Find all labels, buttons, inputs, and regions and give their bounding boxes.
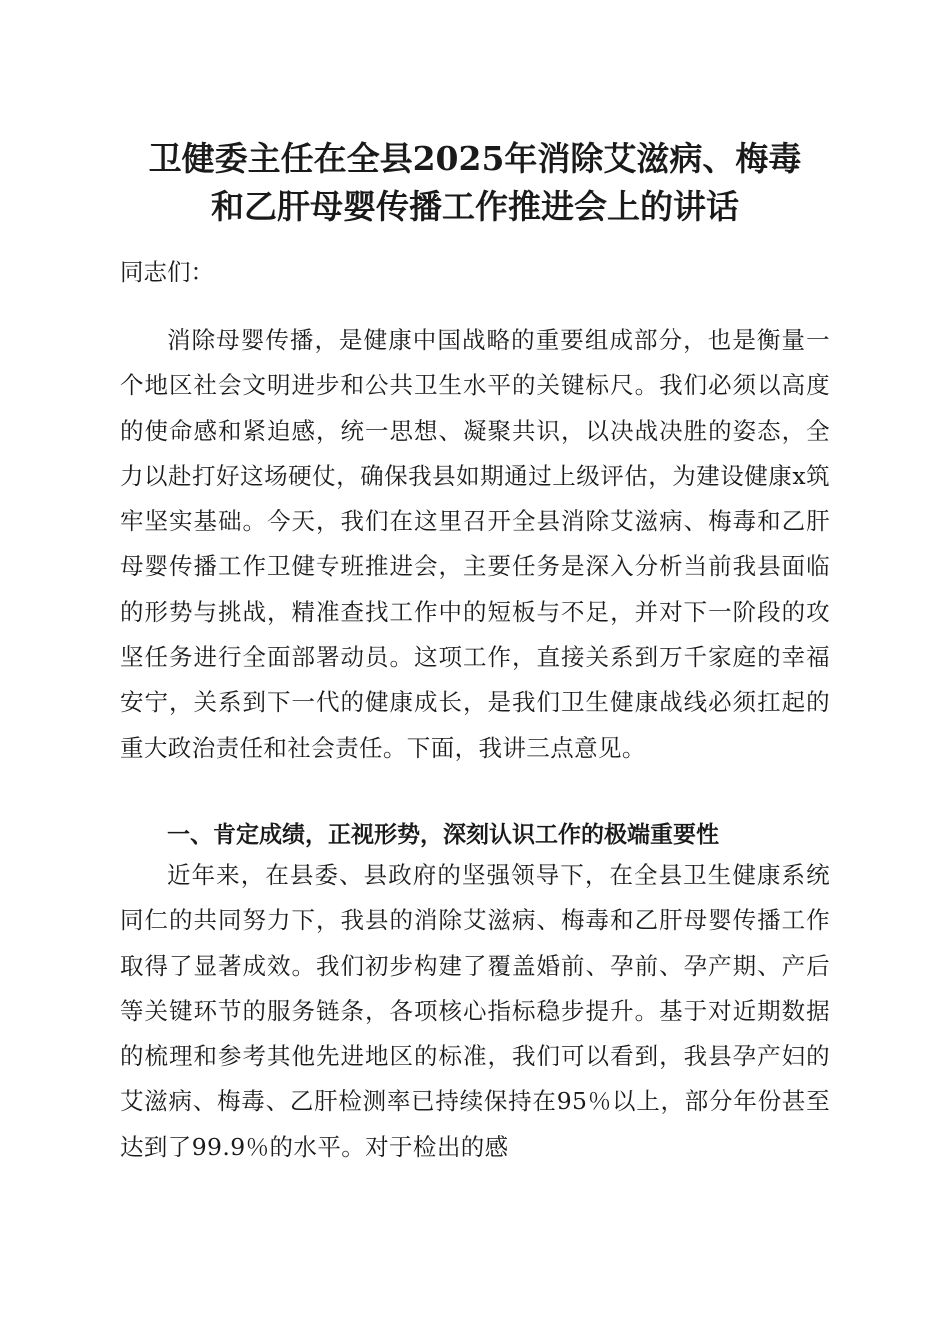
- section-heading-1: 一、肯定成绩，正视形势，深刻认识工作的极端重要性: [167, 822, 719, 848]
- paragraph-intro: 消除母婴传播，是健康中国战略的重要组成部分，也是衡量一个地区社会文明进步和公共卫生水平的关键标尺。我们必须以高度的使命感和紧迫感，统一思想、凝聚共识，以决战决胜的姿态，全力以赴打好这场硬仗，确保我县如期通过上级评估，为建设健康x筑牢坚实基础。今天，我们在这里召开全县消除艾滋病、梅毒和乙肝母婴传播工作卫健专班推进会，主要任务是深入分析当前我县面临的形势与挑战，精准查找工作中的短板与不足，并对下一阶段的攻坚任务进行全面部署动员。这项工作，直接关系到万千家庭的幸福安宁，关系到下一代的健康成长，是我们卫生健康战线必须扛起的重大政治责任和社会责任。下面，我讲三点意见。: [120, 326, 830, 762]
- document-title-line-1: 卫健委主任在全县2025年消除艾滋病、梅毒: [148, 139, 802, 178]
- document-title-line-2: 和乙肝母婴传播工作推进会上的讲话: [211, 187, 739, 226]
- salutation: 同志们：: [120, 258, 214, 286]
- paragraph-achievements: 近年来，在县委、县政府的坚强领导下，在全县卫生健康系统同仁的共同努力下，我县的消除艾滋病、梅毒和乙肝母婴传播工作取得了显著成效。我们初步构建了覆盖婚前、孕前、孕产期、产后等关键环节的服务链条，各项核心指标稳步提升。基于对近期数据的梳理和参考其他先进地区的标准，我们可以看到，我县孕产妇的艾滋病、梅毒、乙肝检测率已持续保持在95％以上，部分年份甚至达到了99.9％的水平。对于检出的感: [120, 861, 830, 1161]
